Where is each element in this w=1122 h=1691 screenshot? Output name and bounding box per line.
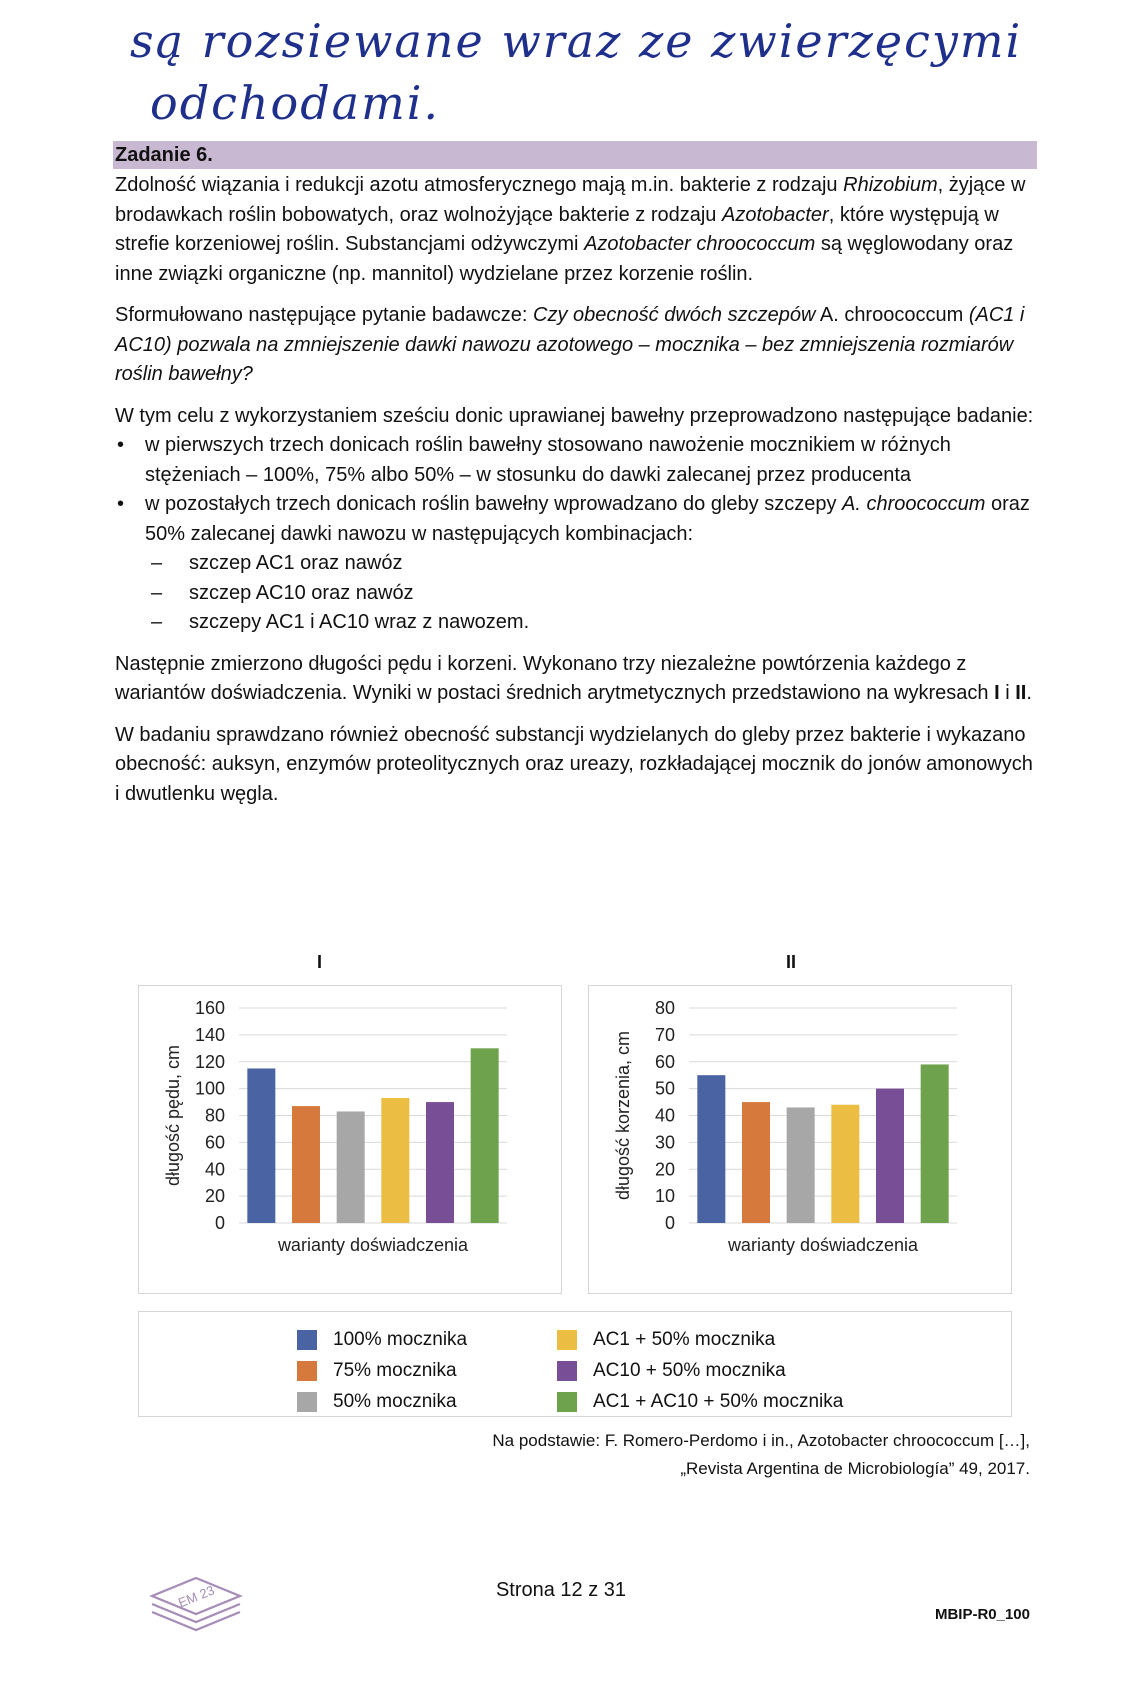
y-tick-label: 140 <box>194 1024 225 1045</box>
legend-swatch <box>297 1392 317 1412</box>
text: . <box>1026 682 1032 704</box>
page-number: Strona 12 z 31 <box>495 1579 627 1601</box>
text: w pierwszych trzech donicach roślin bawełny stosowano nawożenie mocznikiem w różnych stężeniach – 100%, 75% albo 50% – w stosunku do dawki zalecanej przez producenta <box>145 434 951 486</box>
handwritten-line-1: są rozsiewane wraz ze zwierzęcymi <box>130 14 1023 68</box>
y-tick-label: 20 <box>204 1186 225 1207</box>
paragraph-intro <box>115 171 1035 289</box>
bar <box>831 1105 859 1223</box>
chart-1-title: I <box>317 952 323 972</box>
chart-2-title: II <box>786 952 797 972</box>
bar <box>337 1111 365 1223</box>
legend-swatch <box>557 1392 577 1412</box>
list-item: – szczepy AC1 i AC10 wraz z nawozem. <box>145 608 1035 638</box>
handwritten-line-2: odchodami. <box>150 76 441 130</box>
y-tick-label: 80 <box>204 1105 225 1126</box>
list-item <box>115 431 1035 490</box>
bold-text: I <box>994 682 1000 704</box>
text: , które występują w strefie korzeniowej roślin. Substancjami odżywczymi <box>115 203 999 255</box>
italic-text: Azotobacter chroococcum <box>584 233 816 255</box>
italic-text: Azotobacter <box>721 203 829 226</box>
x-axis-label: warianty doświadczenia <box>727 1235 919 1255</box>
handwritten-note <box>130 10 1030 134</box>
bold-text: II <box>1015 682 1027 704</box>
x-axis-label: warianty doświadczenia <box>277 1235 469 1255</box>
paragraph-research-question <box>115 301 1035 390</box>
y-tick-label: 40 <box>654 1105 675 1126</box>
bar <box>426 1102 454 1223</box>
y-tick-label: 0 <box>664 1213 675 1233</box>
italic-text: (AC1 i AC10) pozwala na zmniejszenie dawki nawozu azotowego – mocznika – bez zmniejszenia rozmiarów roślin bawełny? <box>115 304 1025 385</box>
combination-list <box>145 549 1035 638</box>
method-list <box>115 431 1035 638</box>
legend-swatch <box>297 1361 317 1381</box>
text: oraz 50% zalecanej dawki nawozu w następujących kombinacjach: <box>145 493 1030 545</box>
legend-label: AC1 + 50% mocznika <box>593 1329 776 1350</box>
legend-label: AC10 + 50% mocznika <box>593 1360 786 1381</box>
text: Następnie zmierzono długości pędu i korzeni. Wykonano trzy niezależne powtórzenia każdego z wariantów doświadczenia. Wyniki w postaci średnich arytmetycznych przedstawiono na wykresach <box>115 652 995 704</box>
y-tick-label: 60 <box>204 1132 225 1153</box>
y-axis-label: długość korzenia, cm <box>613 1030 633 1201</box>
y-tick-label: 120 <box>194 1051 225 1072</box>
task-header: Zadanie 6. <box>113 141 1037 169</box>
paragraph-method: W tym celu z wykorzystaniem sześciu donic uprawianej bawełny przeprowadzono następujące badanie: <box>115 404 1034 427</box>
bar <box>742 1102 770 1223</box>
y-tick-label: 20 <box>654 1159 675 1180</box>
y-tick-label: 160 <box>194 998 225 1018</box>
chart-2 <box>588 985 1012 1294</box>
bar <box>876 1089 904 1223</box>
text: i <box>999 682 1016 704</box>
legend-swatch <box>557 1330 577 1350</box>
bar <box>381 1098 409 1223</box>
legend-label: AC1 + AC10 + 50% mocznika <box>593 1391 844 1412</box>
y-axis-label: długość pędu, cm <box>163 1044 183 1187</box>
list-item <box>115 490 1035 638</box>
text: w pozostałych trzech donicach roślin bawełny wprowadzano do gleby szczepy <box>145 493 843 515</box>
y-tick-label: 70 <box>654 1024 675 1045</box>
y-tick-label: 0 <box>214 1213 225 1233</box>
bar <box>471 1048 499 1223</box>
chart-2-svg <box>589 986 1011 1293</box>
bar <box>787 1107 815 1223</box>
text: są węglowodany oraz inne związki organiczne (np. mannitol) wydzielane przez korzenie roślin. <box>115 233 1014 285</box>
list-item: – szczep AC10 oraz nawóz <box>145 579 1035 609</box>
paragraph-results <box>115 650 1035 709</box>
paragraph-substances: W badaniu sprawdzano również obecność substancji wydzielanych do gleby przez bakterie i wykazano obecność: auksyn, enzymów proteolitycznych oraz ureazy, rozkładającej mocznik do jonów amonowych i dwutlenku węgla. <box>115 723 1033 805</box>
legend-label: 50% mocznika <box>333 1391 457 1412</box>
italic-text: A. chroococcum <box>842 493 986 515</box>
legend-swatch <box>557 1361 577 1381</box>
source-line: „Revista Argentina de Microbiología” 49, 2017. <box>680 1459 1030 1478</box>
y-tick-label: 40 <box>204 1159 225 1180</box>
document-code: MBIP-R0_100 <box>934 1606 1030 1623</box>
y-tick-label: 80 <box>654 998 675 1018</box>
chart-1-svg <box>139 986 561 1293</box>
bar <box>292 1106 320 1223</box>
source-line: Na podstawie: F. Romero-Perdomo i in., Azotobacter chroococcum […], <box>492 1431 1030 1450</box>
chart-legend <box>138 1311 1012 1417</box>
italic-text: Czy obecność dwóch szczepów <box>533 304 816 326</box>
y-tick-label: 30 <box>654 1132 675 1153</box>
italic-text: Rhizobium <box>843 174 938 196</box>
list-item: – szczep AC1 oraz nawóz <box>145 549 1035 579</box>
text: , żyjące w brodawkach roślin bobowatych, oraz wolnożyjące bakterie z rodzaju <box>115 174 1026 226</box>
text: Sformułowano następujące pytanie badawcze: <box>115 304 534 326</box>
task-content <box>115 171 1035 821</box>
logo-text: EM 23 <box>175 1582 217 1611</box>
source-citation <box>492 1427 1030 1483</box>
y-tick-label: 100 <box>194 1078 225 1099</box>
legend-label: 100% mocznika <box>333 1329 468 1350</box>
text: Zdolność wiązania i redukcji azotu atmosferycznego mają m.in. bakterie z rodzaju <box>115 174 844 196</box>
legend-swatch <box>297 1330 317 1350</box>
bar <box>247 1068 275 1223</box>
y-tick-label: 50 <box>654 1078 675 1099</box>
bar <box>697 1075 725 1223</box>
legend-label: 75% mocznika <box>333 1360 457 1381</box>
text: A. chroococcum <box>815 304 969 326</box>
chart-1 <box>138 985 562 1294</box>
bar <box>921 1064 949 1223</box>
y-tick-label: 10 <box>654 1186 675 1207</box>
y-tick-label: 60 <box>654 1051 675 1072</box>
